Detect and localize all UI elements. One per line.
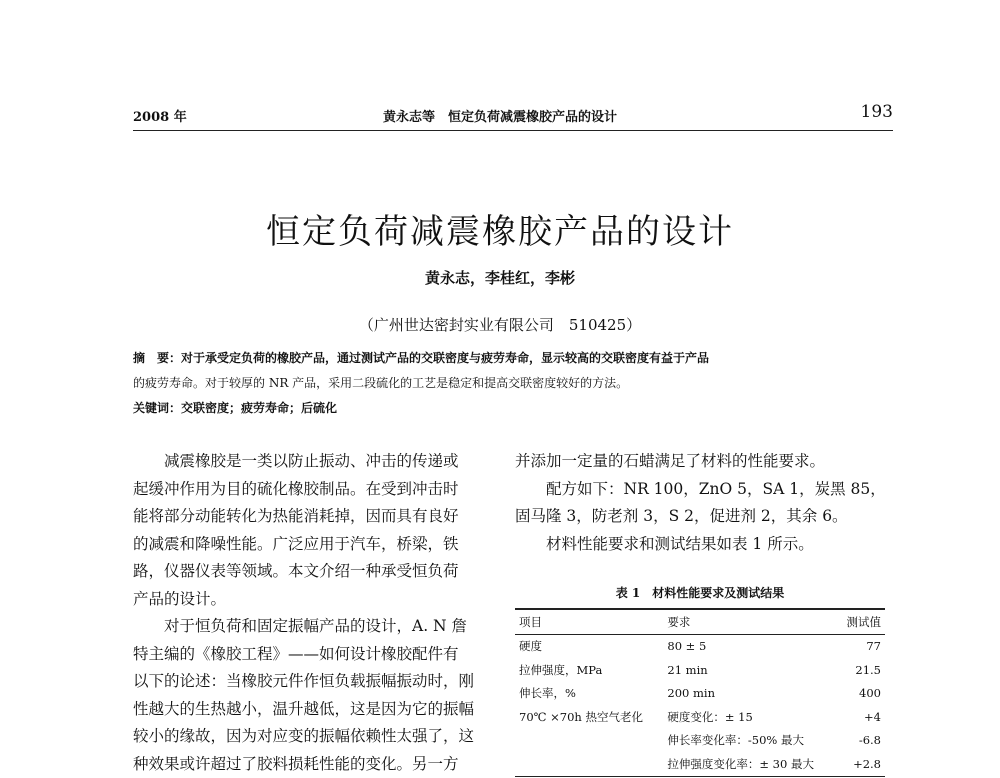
- table-cell: 70℃ ×70h 热空气老化: [515, 705, 663, 729]
- text-line: 产品的设计。: [133, 586, 493, 614]
- header-year: 2008 年: [133, 106, 187, 125]
- text-line: 特主编的《橡胶工程》——如何设计橡胶配件有: [133, 641, 493, 669]
- table-cell: 伸长率变化率：-50% 最大: [663, 729, 837, 753]
- paper-title: 恒定负荷减震橡胶产品的设计: [0, 204, 1000, 253]
- results-table: [515, 608, 885, 777]
- text-line: 减震橡胶是一类以防止振动、冲击的传递或: [133, 448, 493, 476]
- table-header-row: [515, 609, 885, 634]
- table-row: [515, 682, 885, 706]
- text-line: 较小的缘故，因为对应变的振幅依赖性太强了，这: [133, 723, 493, 751]
- table-cell: +2.8: [837, 752, 885, 776]
- table-cell: 21.5: [837, 658, 885, 682]
- text-line: 配方如下：NR 100，ZnO 5，SA 1，炭黑 85，: [515, 476, 885, 504]
- affiliation: （广州世达密封实业有限公司 510425）: [0, 314, 1000, 335]
- table-row: [515, 705, 885, 729]
- abstract-line: 摘 要：对于承受定负荷的橡胶产品，通过测试产品的交联密度与疲劳寿命，显示较高的交联密度有益于产品: [133, 349, 709, 366]
- table-cell: 硬度: [515, 634, 663, 658]
- text-line: 的减震和降噪性能。广泛应用于汽车，桥梁，铁: [133, 531, 493, 559]
- table-row: [515, 752, 885, 776]
- table-cell: 77: [837, 634, 885, 658]
- table-row: [515, 658, 885, 682]
- text-line: 起缓冲作用为目的硫化橡胶制品。在受到冲击时: [133, 476, 493, 504]
- table-cell: 80 ± 5: [663, 634, 837, 658]
- table-cell: 拉伸强度变化率：± 30 最大: [663, 752, 837, 776]
- page-number: 193: [861, 102, 893, 122]
- table-cell: 400: [837, 682, 885, 706]
- text-line: 以下的论述：当橡胶元件作恒负载振幅振动时，刚: [133, 668, 493, 696]
- text-line: 路，仪器仪表等领域。本文介绍一种承受恒负荷: [133, 558, 493, 586]
- table-caption: 表 1 材料性能要求及测试结果: [515, 584, 885, 601]
- table-cell: [515, 729, 663, 753]
- table-cell: +4: [837, 705, 885, 729]
- right-column: [515, 448, 885, 558]
- text-line: 性越大的生热越小，温升越低，这是因为它的振幅: [133, 696, 493, 724]
- table-cell: 硬度变化：± 15: [663, 705, 837, 729]
- header-rule: [133, 130, 893, 131]
- table-cell: -6.8: [837, 729, 885, 753]
- table-cell: 21 min: [663, 658, 837, 682]
- table-cell: 测试值: [837, 609, 885, 634]
- text-line: 对于恒负荷和固定振幅产品的设计，A. N 詹: [133, 613, 493, 641]
- table-cell: 要求: [663, 609, 837, 634]
- table-cell: 伸长率，%: [515, 682, 663, 706]
- table-cell: 200 min: [663, 682, 837, 706]
- running-title: 黄永志等 恒定负荷减震橡胶产品的设计: [0, 106, 1000, 125]
- text-line: 能将部分动能转化为热能消耗掉，因而具有良好: [133, 503, 493, 531]
- table-row: [515, 634, 885, 658]
- keywords: 关键词：交联密度；疲劳寿命；后硫化: [133, 399, 337, 416]
- text-line: 材料性能要求和测试结果如表 1 所示。: [515, 531, 885, 559]
- abstract-line: 的疲劳寿命。对于较厚的 NR 产品，采用二段硫化的工艺是稳定和提高交联密度较好的方法。: [133, 374, 628, 391]
- table-row: [515, 729, 885, 753]
- text-line: 种效果或许超过了胶料损耗性能的变化。另一方: [133, 751, 493, 778]
- authors: 黄永志，李桂红，李彬: [0, 267, 1000, 288]
- table-cell: [515, 752, 663, 776]
- text-line: 固马隆 3，防老剂 3，S 2，促进剂 2，其余 6。: [515, 503, 885, 531]
- text-line: 并添加一定量的石蜡满足了材料的性能要求。: [515, 448, 885, 476]
- table-cell: 拉伸强度，MPa: [515, 658, 663, 682]
- left-column: [133, 448, 493, 778]
- table-cell: 项目: [515, 609, 663, 634]
